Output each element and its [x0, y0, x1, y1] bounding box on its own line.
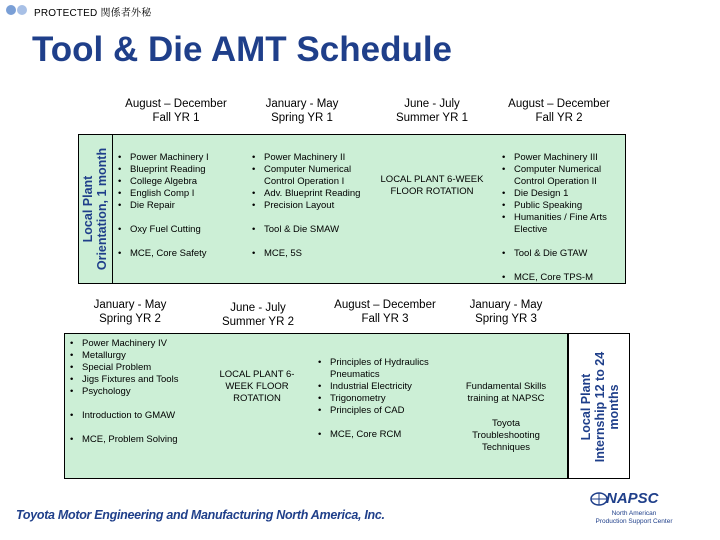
side-label-line: Orientation, 1 month — [95, 147, 109, 271]
course-item: • Industrial Electricity — [316, 381, 446, 393]
course-item: • Oxy Fuel Cutting — [116, 224, 240, 236]
course-item: • Blueprint Reading — [116, 164, 240, 176]
course-item: • College Algebra — [116, 176, 240, 188]
course-item: • MCE, Core RCM — [316, 429, 446, 441]
course-item: • Precision Layout — [250, 200, 362, 212]
training-line: Techniques — [481, 442, 531, 453]
course-item: • Power Machinery II — [250, 152, 362, 164]
course-column-spring-yr2 — [68, 338, 196, 446]
term-line: Spring YR 3 — [475, 313, 537, 325]
dot-icon — [17, 5, 27, 15]
training-line: Troubleshooting — [472, 430, 540, 441]
course-item: • Public Speaking — [500, 200, 622, 212]
term-header-fall-yr3 — [320, 298, 450, 326]
course-item: • Power Machinery IV — [68, 338, 196, 350]
side-label-orientation — [78, 134, 112, 284]
term-line: Fall YR 2 — [535, 112, 583, 124]
course-item: • MCE, Problem Solving — [68, 434, 196, 446]
term-header-fall-yr2 — [496, 97, 622, 125]
training-line: Toyota — [492, 418, 520, 429]
term-header-spring-yr3 — [444, 298, 568, 326]
logo-subtitle: Production Support Center — [595, 518, 673, 525]
rotation-text-summer-yr1 — [370, 174, 494, 198]
logo-subtitle: North American — [611, 510, 657, 517]
term-line: Fall YR 3 — [361, 313, 409, 325]
course-item: • English Comp I — [116, 188, 240, 200]
course-item: • Psychology — [68, 386, 196, 398]
course-item: • Power Machinery I — [116, 152, 240, 164]
term-line: Summer YR 1 — [395, 112, 468, 124]
course-item: • Jigs Fixtures and Tools — [68, 374, 196, 386]
course-item: • Introduction to GMAW — [68, 410, 196, 422]
course-item: • Principles of CAD — [316, 405, 446, 417]
course-item: • Computer Numerical Control Operation II — [500, 164, 622, 188]
rotation-line: LOCAL PLANT 6-WEEK — [380, 174, 484, 185]
course-item: • MCE, Core TPS-M — [500, 272, 622, 284]
protected-label: PROTECTED 関係者外秘 — [34, 8, 152, 19]
course-column-spring-yr1 — [250, 152, 362, 260]
term-line: Fall YR 1 — [152, 112, 200, 124]
term-line: January - May — [93, 299, 167, 311]
term-line: January - May — [265, 98, 339, 110]
side-label-line: Local Plant — [579, 373, 593, 441]
training-text-spring-yr3 — [444, 381, 568, 405]
term-line: January - May — [469, 299, 543, 311]
course-column-fall-yr1 — [116, 152, 240, 260]
term-line: August – December — [334, 299, 436, 311]
rotation-line: WEEK FLOOR — [225, 381, 289, 392]
rotation-text-summer-yr2 — [198, 369, 316, 405]
side-label-line: Internship 12 to 24 — [593, 351, 607, 463]
company-name: Toyota Motor Engineering and Manufacturing North America, Inc. — [16, 508, 385, 522]
course-item: • Metallurgy — [68, 350, 196, 362]
course-item: • Computer Numerical Control Operation I — [250, 164, 362, 188]
course-item: • MCE, Core Safety — [116, 248, 240, 260]
course-item: • Humanities / Fine Arts Elective — [500, 212, 622, 236]
side-label-line: months — [607, 384, 621, 430]
divider — [112, 134, 113, 284]
term-line: August – December — [508, 98, 610, 110]
course-item: • Die Design 1 — [500, 188, 622, 200]
term-line: August – December — [125, 98, 227, 110]
term-header-fall-yr1 — [112, 97, 240, 125]
course-item: • Tool & Die SMAW — [250, 224, 362, 236]
rotation-line: ROTATION — [233, 393, 281, 404]
course-item: • Adv. Blueprint Reading — [250, 188, 362, 200]
top-bar — [0, 0, 720, 22]
side-label-line: Local Plant — [81, 175, 95, 243]
rotation-line: LOCAL PLANT 6- — [219, 369, 295, 380]
term-header-summer-yr1 — [370, 97, 494, 125]
logo-text: NAPSC — [606, 490, 659, 507]
course-item: • Principles of Hydraulics Pneumatics — [316, 357, 446, 381]
page-title: Tool & Die AMT Schedule — [32, 30, 453, 69]
training-line: Fundamental Skills — [465, 381, 547, 392]
term-line: June - July — [230, 302, 286, 314]
course-item: • MCE, 5S — [250, 248, 362, 260]
side-label-internship — [568, 333, 630, 479]
term-line: Summer YR 2 — [221, 316, 294, 328]
course-item: • Special Problem — [68, 362, 196, 374]
course-item: • Trigonometry — [316, 393, 446, 405]
term-header-spring-yr1 — [240, 97, 364, 125]
troubleshooting-text-spring-yr3 — [444, 418, 568, 454]
course-column-fall-yr3 — [316, 357, 446, 441]
logo-dots-icon — [6, 5, 32, 17]
course-item: • Tool & Die GTAW — [500, 248, 622, 260]
training-line: training at NAPSC — [467, 393, 545, 404]
term-line: Spring YR 2 — [99, 313, 161, 325]
term-header-summer-yr2 — [196, 301, 320, 329]
course-column-fall-yr2 — [500, 152, 622, 284]
napsc-logo — [586, 490, 682, 530]
term-line: June - July — [404, 98, 460, 110]
dot-icon — [6, 5, 16, 15]
course-item: • Die Repair — [116, 200, 240, 212]
term-header-spring-yr2 — [66, 298, 194, 326]
course-item: • Power Machinery III — [500, 152, 622, 164]
rotation-line: FLOOR ROTATION — [390, 186, 474, 197]
term-line: Spring YR 1 — [271, 112, 333, 124]
